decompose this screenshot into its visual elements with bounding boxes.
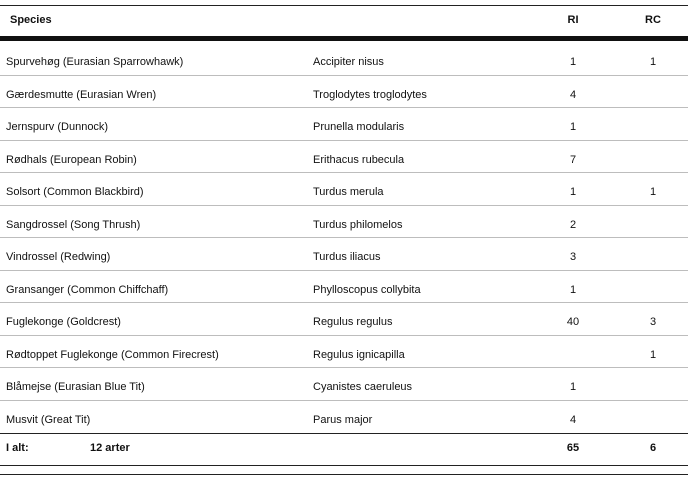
ri-count: 2 [569, 219, 577, 231]
scientific-name: Prunella modularis [313, 121, 405, 133]
ri-count: 1 [569, 56, 577, 68]
common-name: Sangdrossel (Song Thrush) [6, 219, 141, 231]
common-name: Rødhals (European Robin) [6, 154, 137, 166]
table-row [0, 368, 688, 400]
scientific-name: Cyanistes caeruleus [313, 381, 413, 393]
rc-count: 1 [649, 186, 657, 198]
ri-count: 1 [569, 381, 577, 393]
common-name: Musvit (Great Tit) [6, 414, 91, 426]
table-row [0, 76, 688, 108]
table-header [0, 6, 688, 36]
header-rc: RC [645, 14, 661, 26]
total-row [0, 434, 688, 466]
ri-count: 4 [569, 414, 577, 426]
scientific-name: Regulus regulus [313, 316, 393, 328]
total-species-count: 12 arter [90, 442, 130, 454]
ri-count: 3 [569, 251, 577, 263]
table-row [0, 206, 688, 238]
common-name: Rødtoppet Fuglekonge (Common Firecrest) [6, 349, 219, 361]
scientific-name: Turdus philomelos [313, 219, 403, 231]
scientific-name: Turdus merula [313, 186, 384, 198]
ri-count: 40 [566, 316, 580, 328]
bottom-rule-1 [0, 465, 688, 466]
table-row [0, 43, 688, 75]
header-species: Species [10, 14, 52, 26]
table-row [0, 173, 688, 205]
common-name: Vindrossel (Redwing) [6, 251, 111, 263]
common-name: Blåmejse (Eurasian Blue Tit) [6, 381, 145, 393]
scientific-name: Troglodytes troglodytes [313, 89, 427, 101]
table-row [0, 141, 688, 173]
header-ri: RI [567, 14, 579, 26]
total-ri: 65 [566, 442, 580, 454]
common-name: Spurvehøg (Eurasian Sparrowhawk) [6, 56, 184, 68]
scientific-name: Turdus iliacus [313, 251, 381, 263]
ri-count: 1 [569, 186, 577, 198]
table-row [0, 108, 688, 140]
table-row [0, 271, 688, 303]
scientific-name: Phylloscopus collybita [313, 284, 421, 296]
table-row [0, 238, 688, 270]
rc-count: 3 [649, 316, 657, 328]
bottom-rule-2 [0, 474, 688, 475]
common-name: Gransanger (Common Chiffchaff) [6, 284, 169, 296]
ri-count: 4 [569, 89, 577, 101]
rc-count: 1 [649, 56, 657, 68]
common-name: Fuglekonge (Goldcrest) [6, 316, 121, 328]
table-row [0, 303, 688, 335]
scientific-name: Erithacus rubecula [313, 154, 405, 166]
ri-count: 1 [569, 284, 577, 296]
common-name: Jernspurv (Dunnock) [6, 121, 109, 133]
scientific-name: Parus major [313, 414, 373, 426]
table-row [0, 336, 688, 368]
total-label: I alt: [6, 442, 29, 454]
common-name: Gærdesmutte (Eurasian Wren) [6, 89, 157, 101]
scientific-name: Accipiter nisus [313, 56, 384, 68]
ri-count: 1 [569, 121, 577, 133]
common-name: Solsort (Common Blackbird) [6, 186, 144, 198]
total-rc: 6 [649, 442, 657, 454]
table-row [0, 401, 688, 433]
ri-count: 7 [569, 154, 577, 166]
header-thick-rule [0, 36, 688, 41]
scientific-name: Regulus ignicapilla [313, 349, 405, 361]
rc-count: 1 [649, 349, 657, 361]
